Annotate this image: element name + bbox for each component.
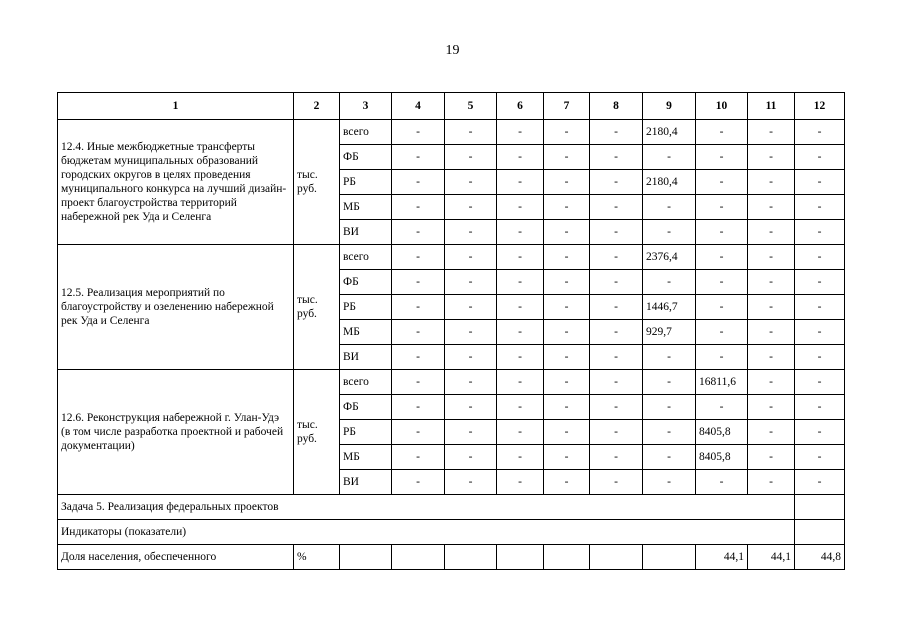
value-cell: -: [795, 320, 845, 345]
value-cell: -: [445, 295, 497, 320]
value-cell: -: [544, 170, 590, 195]
funding-source-cell: МБ: [340, 320, 392, 345]
value-cell: -: [445, 145, 497, 170]
header-cell: 11: [748, 93, 795, 120]
value-cell: -: [445, 320, 497, 345]
value-cell: 44,8: [795, 545, 845, 570]
value-cell: 2376,4: [643, 245, 696, 270]
value-cell: -: [590, 195, 643, 220]
value-cell: -: [445, 195, 497, 220]
value-cell: -: [544, 195, 590, 220]
value-cell: -: [748, 395, 795, 420]
value-cell: -: [748, 345, 795, 370]
measure-description: 12.4. Иные межбюджетные трансферты бюджетам муниципальных образований городских округов в целях проведения муниципального конкурса на лучший дизайн-проект благоустройства территорий набережной рек Уда и Селенга: [58, 120, 294, 245]
funding-source-cell: МБ: [340, 445, 392, 470]
value-cell: -: [795, 245, 845, 270]
indicator-row: [58, 545, 845, 570]
value-cell: -: [643, 345, 696, 370]
value-cell: -: [795, 195, 845, 220]
table-row: [58, 245, 845, 270]
value-cell: -: [643, 220, 696, 245]
header-cell: 6: [497, 93, 544, 120]
value-cell: -: [590, 345, 643, 370]
value-cell: -: [544, 320, 590, 345]
value-cell: -: [445, 170, 497, 195]
value-cell: -: [590, 170, 643, 195]
value-cell: -: [748, 445, 795, 470]
value-cell: -: [590, 270, 643, 295]
value-cell: -: [445, 270, 497, 295]
page-number: 19: [445, 43, 460, 58]
value-cell: -: [544, 345, 590, 370]
value-cell: 2180,4: [643, 170, 696, 195]
funding-source-cell: всего: [340, 370, 392, 395]
value-cell: -: [445, 420, 497, 445]
empty-cell: [392, 545, 445, 570]
header-cell: 1: [58, 93, 294, 120]
value-cell: -: [643, 420, 696, 445]
value-cell: -: [497, 195, 544, 220]
empty-cell: [445, 545, 497, 570]
table-row: [58, 120, 845, 145]
value-cell: -: [497, 370, 544, 395]
empty-cell: [643, 545, 696, 570]
value-cell: -: [497, 220, 544, 245]
empty-cell: [795, 495, 845, 520]
value-cell: -: [748, 170, 795, 195]
funding-source-cell: ФБ: [340, 270, 392, 295]
header-cell: 4: [392, 93, 445, 120]
header-cell: 8: [590, 93, 643, 120]
value-cell: -: [696, 295, 748, 320]
value-cell: -: [392, 320, 445, 345]
funding-source-cell: всего: [340, 120, 392, 145]
funding-source-cell: ФБ: [340, 145, 392, 170]
header-cell: 5: [445, 93, 497, 120]
value-cell: -: [392, 220, 445, 245]
value-cell: -: [696, 245, 748, 270]
measure-description: 12.5. Реализация мероприятий по благоустройству и озеленению набережной рек Уда и Селенга: [58, 245, 294, 370]
value-cell: -: [748, 320, 795, 345]
value-cell: -: [544, 445, 590, 470]
value-cell: -: [696, 470, 748, 495]
value-cell: -: [748, 145, 795, 170]
value-cell: -: [392, 445, 445, 470]
header-cell: 12: [795, 93, 845, 120]
value-cell: 8405,8: [696, 420, 748, 445]
value-cell: -: [748, 120, 795, 145]
indicator-label: Доля населения, обеспеченного: [58, 545, 294, 570]
empty-cell: [590, 545, 643, 570]
value-cell: -: [748, 420, 795, 445]
empty-cell: [544, 545, 590, 570]
value-cell: -: [795, 295, 845, 320]
value-cell: -: [795, 120, 845, 145]
value-cell: -: [544, 295, 590, 320]
value-cell: -: [696, 170, 748, 195]
value-cell: -: [445, 220, 497, 245]
value-cell: -: [795, 345, 845, 370]
value-cell: -: [795, 470, 845, 495]
value-cell: -: [696, 120, 748, 145]
funding-source-cell: РБ: [340, 420, 392, 445]
value-cell: -: [590, 370, 643, 395]
value-cell: -: [643, 195, 696, 220]
value-cell: -: [590, 120, 643, 145]
value-cell: -: [590, 295, 643, 320]
value-cell: -: [392, 370, 445, 395]
value-cell: -: [445, 395, 497, 420]
value-cell: -: [643, 270, 696, 295]
value-cell: -: [795, 420, 845, 445]
table-row: [58, 370, 845, 395]
indicators-row: [58, 520, 845, 545]
value-cell: -: [497, 170, 544, 195]
funding-source-cell: ФБ: [340, 395, 392, 420]
value-cell: -: [748, 195, 795, 220]
value-cell: -: [590, 245, 643, 270]
value-cell: -: [696, 270, 748, 295]
header-cell: 3: [340, 93, 392, 120]
value-cell: -: [544, 370, 590, 395]
value-cell: 929,7: [643, 320, 696, 345]
funding-source-cell: РБ: [340, 295, 392, 320]
value-cell: -: [392, 470, 445, 495]
value-cell: -: [795, 395, 845, 420]
value-cell: -: [392, 120, 445, 145]
task-row: [58, 495, 845, 520]
value-cell: -: [696, 395, 748, 420]
unit-cell: %: [294, 545, 340, 570]
value-cell: -: [497, 270, 544, 295]
value-cell: -: [590, 470, 643, 495]
value-cell: -: [590, 420, 643, 445]
value-cell: -: [392, 245, 445, 270]
value-cell: 16811,6: [696, 370, 748, 395]
value-cell: -: [544, 270, 590, 295]
value-cell: -: [445, 245, 497, 270]
budget-table: [57, 92, 845, 570]
task-title: Задача 5. Реализация федеральных проектов: [58, 495, 795, 520]
unit-cell: тыс. руб.: [294, 120, 340, 245]
value-cell: -: [497, 320, 544, 345]
value-cell: -: [643, 370, 696, 395]
value-cell: -: [748, 220, 795, 245]
value-cell: -: [795, 220, 845, 245]
value-cell: -: [590, 320, 643, 345]
value-cell: -: [497, 345, 544, 370]
funding-source-cell: ВИ: [340, 220, 392, 245]
value-cell: -: [445, 345, 497, 370]
value-cell: -: [544, 120, 590, 145]
header-cell: 9: [643, 93, 696, 120]
value-cell: -: [643, 395, 696, 420]
value-cell: -: [795, 370, 845, 395]
empty-cell: [340, 545, 392, 570]
value-cell: -: [497, 420, 544, 445]
value-cell: -: [544, 145, 590, 170]
header-cell: 2: [294, 93, 340, 120]
value-cell: -: [795, 170, 845, 195]
value-cell: 44,1: [748, 545, 795, 570]
value-cell: -: [643, 145, 696, 170]
value-cell: -: [696, 145, 748, 170]
value-cell: -: [748, 470, 795, 495]
value-cell: 2180,4: [643, 120, 696, 145]
value-cell: -: [445, 120, 497, 145]
value-cell: -: [544, 470, 590, 495]
indicators-title: Индикаторы (показатели): [58, 520, 795, 545]
value-cell: -: [544, 420, 590, 445]
value-cell: -: [392, 295, 445, 320]
unit-cell: тыс. руб.: [294, 245, 340, 370]
empty-cell: [497, 545, 544, 570]
value-cell: -: [696, 320, 748, 345]
header-cell: 7: [544, 93, 590, 120]
value-cell: -: [544, 245, 590, 270]
unit-cell: тыс. руб.: [294, 370, 340, 495]
value-cell: 44,1: [696, 545, 748, 570]
table-header-row: [58, 93, 845, 120]
value-cell: -: [795, 445, 845, 470]
value-cell: -: [795, 145, 845, 170]
value-cell: -: [497, 245, 544, 270]
value-cell: -: [748, 370, 795, 395]
value-cell: -: [497, 295, 544, 320]
value-cell: -: [392, 345, 445, 370]
value-cell: -: [590, 395, 643, 420]
value-cell: 8405,8: [696, 445, 748, 470]
value-cell: -: [643, 445, 696, 470]
value-cell: -: [497, 395, 544, 420]
empty-cell: [795, 520, 845, 545]
value-cell: -: [497, 445, 544, 470]
value-cell: -: [544, 395, 590, 420]
value-cell: -: [643, 470, 696, 495]
value-cell: -: [748, 295, 795, 320]
funding-source-cell: всего: [340, 245, 392, 270]
value-cell: -: [392, 195, 445, 220]
value-cell: -: [748, 245, 795, 270]
value-cell: -: [590, 445, 643, 470]
value-cell: -: [497, 120, 544, 145]
value-cell: -: [445, 470, 497, 495]
value-cell: -: [392, 395, 445, 420]
value-cell: -: [392, 170, 445, 195]
value-cell: -: [696, 195, 748, 220]
value-cell: -: [696, 345, 748, 370]
value-cell: -: [392, 145, 445, 170]
header-cell: 10: [696, 93, 748, 120]
value-cell: -: [445, 445, 497, 470]
value-cell: -: [696, 220, 748, 245]
value-cell: -: [392, 420, 445, 445]
value-cell: -: [748, 270, 795, 295]
value-cell: -: [795, 270, 845, 295]
value-cell: -: [497, 470, 544, 495]
measure-description: 12.6. Реконструкция набережной г. Улан-Удэ (в том числе разработка проектной и рабочей документации): [58, 370, 294, 495]
value-cell: -: [544, 220, 590, 245]
value-cell: 1446,7: [643, 295, 696, 320]
funding-source-cell: ВИ: [340, 345, 392, 370]
funding-source-cell: МБ: [340, 195, 392, 220]
value-cell: -: [445, 370, 497, 395]
value-cell: -: [590, 145, 643, 170]
value-cell: -: [497, 145, 544, 170]
value-cell: -: [590, 220, 643, 245]
funding-source-cell: ВИ: [340, 470, 392, 495]
value-cell: -: [392, 270, 445, 295]
funding-source-cell: РБ: [340, 170, 392, 195]
